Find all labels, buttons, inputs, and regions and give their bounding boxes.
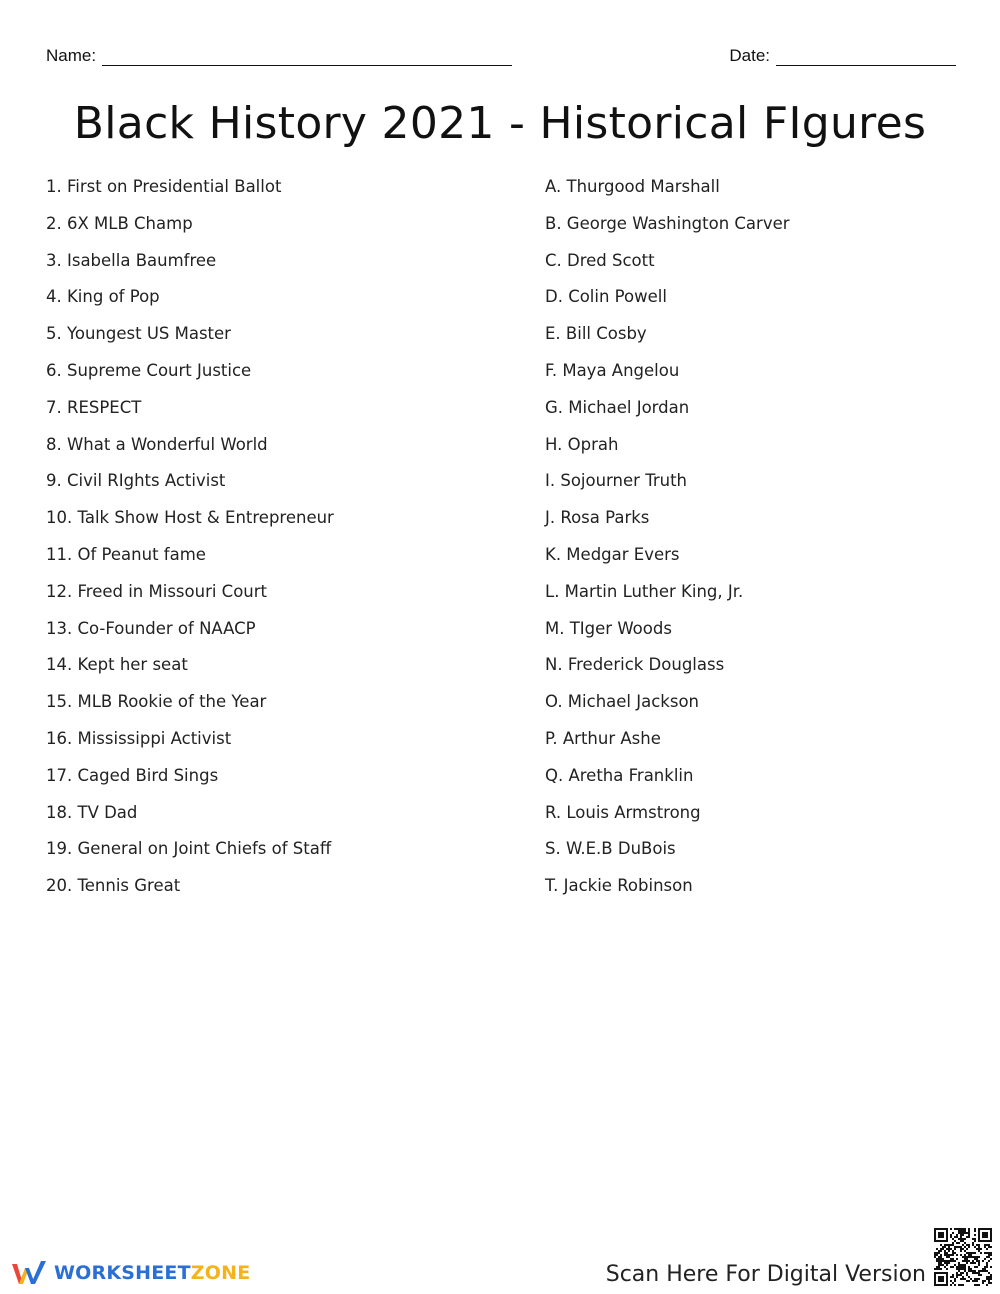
answer-item: N. Frederick Douglass <box>545 655 725 675</box>
name-field[interactable] <box>46 46 512 66</box>
question-item: 8. What a Wonderful World <box>46 434 268 454</box>
answer-item: M. TIger Woods <box>545 618 672 638</box>
answer-item: A. Thurgood Marshall <box>545 177 720 196</box>
logo-text <box>54 1262 250 1284</box>
answer-item: D. Colin Powell <box>545 287 667 307</box>
answer-item: J. Rosa Parks <box>545 508 650 528</box>
worksheetzone-logo[interactable] <box>10 1256 250 1290</box>
date-label: Date: <box>729 46 770 65</box>
scan-instruction: Scan Here For Digital Version <box>605 1262 926 1287</box>
answer-item: S. W.E.B DuBois <box>545 839 676 859</box>
question-item: 5. Youngest US Master <box>46 324 231 344</box>
answer-item: K. Medgar Evers <box>545 544 680 564</box>
question-item: 1. First on Presidential Ballot <box>46 177 282 196</box>
answer-item: T. Jackie Robinson <box>545 876 693 896</box>
answer-item: B. George Washington Carver <box>545 213 790 233</box>
answers-list <box>545 174 965 910</box>
logo-word-zone: ZONE <box>190 1262 251 1284</box>
question-item: 3. Isabella Baumfree <box>46 250 217 270</box>
question-item: 20. Tennis Great <box>46 876 181 896</box>
name-label: Name: <box>46 46 97 65</box>
answer-item: H. Oprah <box>545 434 619 454</box>
question-item: 7. RESPECT <box>46 397 142 417</box>
answer-item: P. Arthur Ashe <box>545 728 661 748</box>
answer-item: L. Martin Luther King, Jr. <box>545 581 744 601</box>
header-row <box>46 46 956 72</box>
question-item: 16. Mississippi Activist <box>46 728 232 748</box>
answer-item: Q. Aretha Franklin <box>545 765 694 785</box>
question-item: 6. Supreme Court Justice <box>46 360 252 380</box>
questions-list <box>46 174 516 910</box>
question-item: 4. King of Pop <box>46 287 160 307</box>
answer-item: R. Louis Armstrong <box>545 802 701 822</box>
answer-item: O. Michael Jackson <box>545 692 700 712</box>
logo-word-worksheet: WORKSHEET <box>54 1262 191 1284</box>
question-item: 10. Talk Show Host & Entrepreneur <box>46 508 334 528</box>
answer-item: E. Bill Cosby <box>545 324 647 344</box>
answer-item: I. Sojourner Truth <box>545 471 688 491</box>
question-item: 14. Kept her seat <box>46 655 188 675</box>
question-item: 2. 6X MLB Champ <box>46 213 193 233</box>
answer-item: C. Dred Scott <box>545 250 655 270</box>
name-underline[interactable] <box>102 47 512 66</box>
page-title: Black History 2021 - Historical FIgures <box>73 98 927 149</box>
date-underline[interactable] <box>776 47 956 66</box>
question-item: 13. Co-Founder of NAACP <box>46 618 256 638</box>
qr-code-icon[interactable] <box>934 1228 992 1286</box>
worksheetzone-w-icon <box>10 1258 48 1288</box>
question-item: 12. Freed in Missouri Court <box>46 581 268 601</box>
answer-item: G. Michael Jordan <box>545 397 690 417</box>
date-field[interactable] <box>729 46 956 66</box>
question-item: 15. MLB Rookie of the Year <box>46 692 267 712</box>
answer-item: F. Maya Angelou <box>545 360 680 380</box>
question-item: 18. TV Dad <box>46 802 138 822</box>
question-item: 19. General on Joint Chiefs of Staff <box>46 839 332 859</box>
question-item: 17. Caged Bird Sings <box>46 765 219 785</box>
question-item: 11. Of Peanut fame <box>46 544 206 564</box>
question-item: 9. Civil RIghts Activist <box>46 471 226 491</box>
